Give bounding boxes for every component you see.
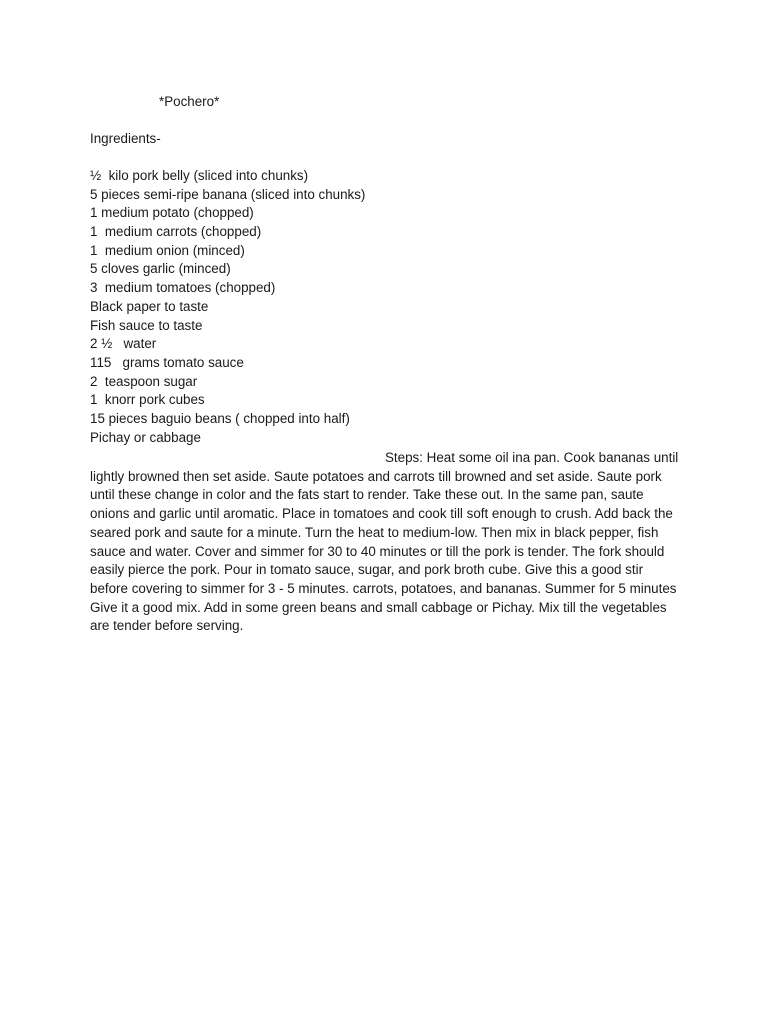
ingredient-item: Pichay or cabbage (90, 429, 201, 445)
ingredient-item: 5 pieces semi-ripe banana (sliced into chunks) (90, 186, 366, 202)
ingredient-item: 15 pieces baguio beans ( chopped into half) (90, 410, 350, 426)
ingredient-item: 1 medium carrots (chopped) (90, 224, 262, 240)
ingredient-item: Fish sauce to taste (90, 317, 203, 333)
ingredient-item: 3 medium tomatoes (chopped) (90, 280, 276, 296)
ingredient-item: 1 medium onion (minced) (90, 242, 245, 258)
ingredient-item: 2 teaspoon sugar (90, 373, 198, 389)
ingredient-item: ½ kilo pork belly (sliced into chunks) (90, 168, 309, 183)
ingredient-item: 1 knorr pork cubes (90, 392, 205, 408)
recipe-title: *Pochero* (159, 94, 220, 109)
ingredients-list (90, 167, 365, 447)
steps-paragraph: Steps: Heat some oil ina pan. Cook bananas until lightly browned then set aside. Saute potatoes and carrots till browned and set aside. Saute pork until these change in color and the fats start to render. Take these out. In the same pan, saute onions and garlic until aromatic. Place in tomatoes and cook till soft enough to crush. Add back the seared pork and saute for a minute. Turn the heat to medium-low. Then mix in black pepper, fish sauce and water. Cover and simmer for 30 to 40 minutes or till the pork is tender. The fork should easily pierce the pork. Pour in tomato sauce, sugar, and pork broth cube. Give this a good stir before covering to simmer for 3 - 5 minutes. carrots, potatoes, and bananas. Summer for 5 minutes Give it a good mix. Add in some green beans and small cabbage or Pichay. Mix till the vegetables are tender before serving. (90, 450, 679, 634)
ingredients-heading: Ingredients- (90, 131, 161, 146)
ingredient-item: 1 medium potato (chopped) (90, 205, 254, 221)
ingredient-item: 2 ½ water (90, 336, 157, 352)
ingredient-item: Black paper to taste (90, 298, 209, 314)
ingredient-item: 115 grams tomato sauce (90, 354, 244, 370)
ingredient-item: 5 cloves garlic (minced) (90, 261, 231, 277)
